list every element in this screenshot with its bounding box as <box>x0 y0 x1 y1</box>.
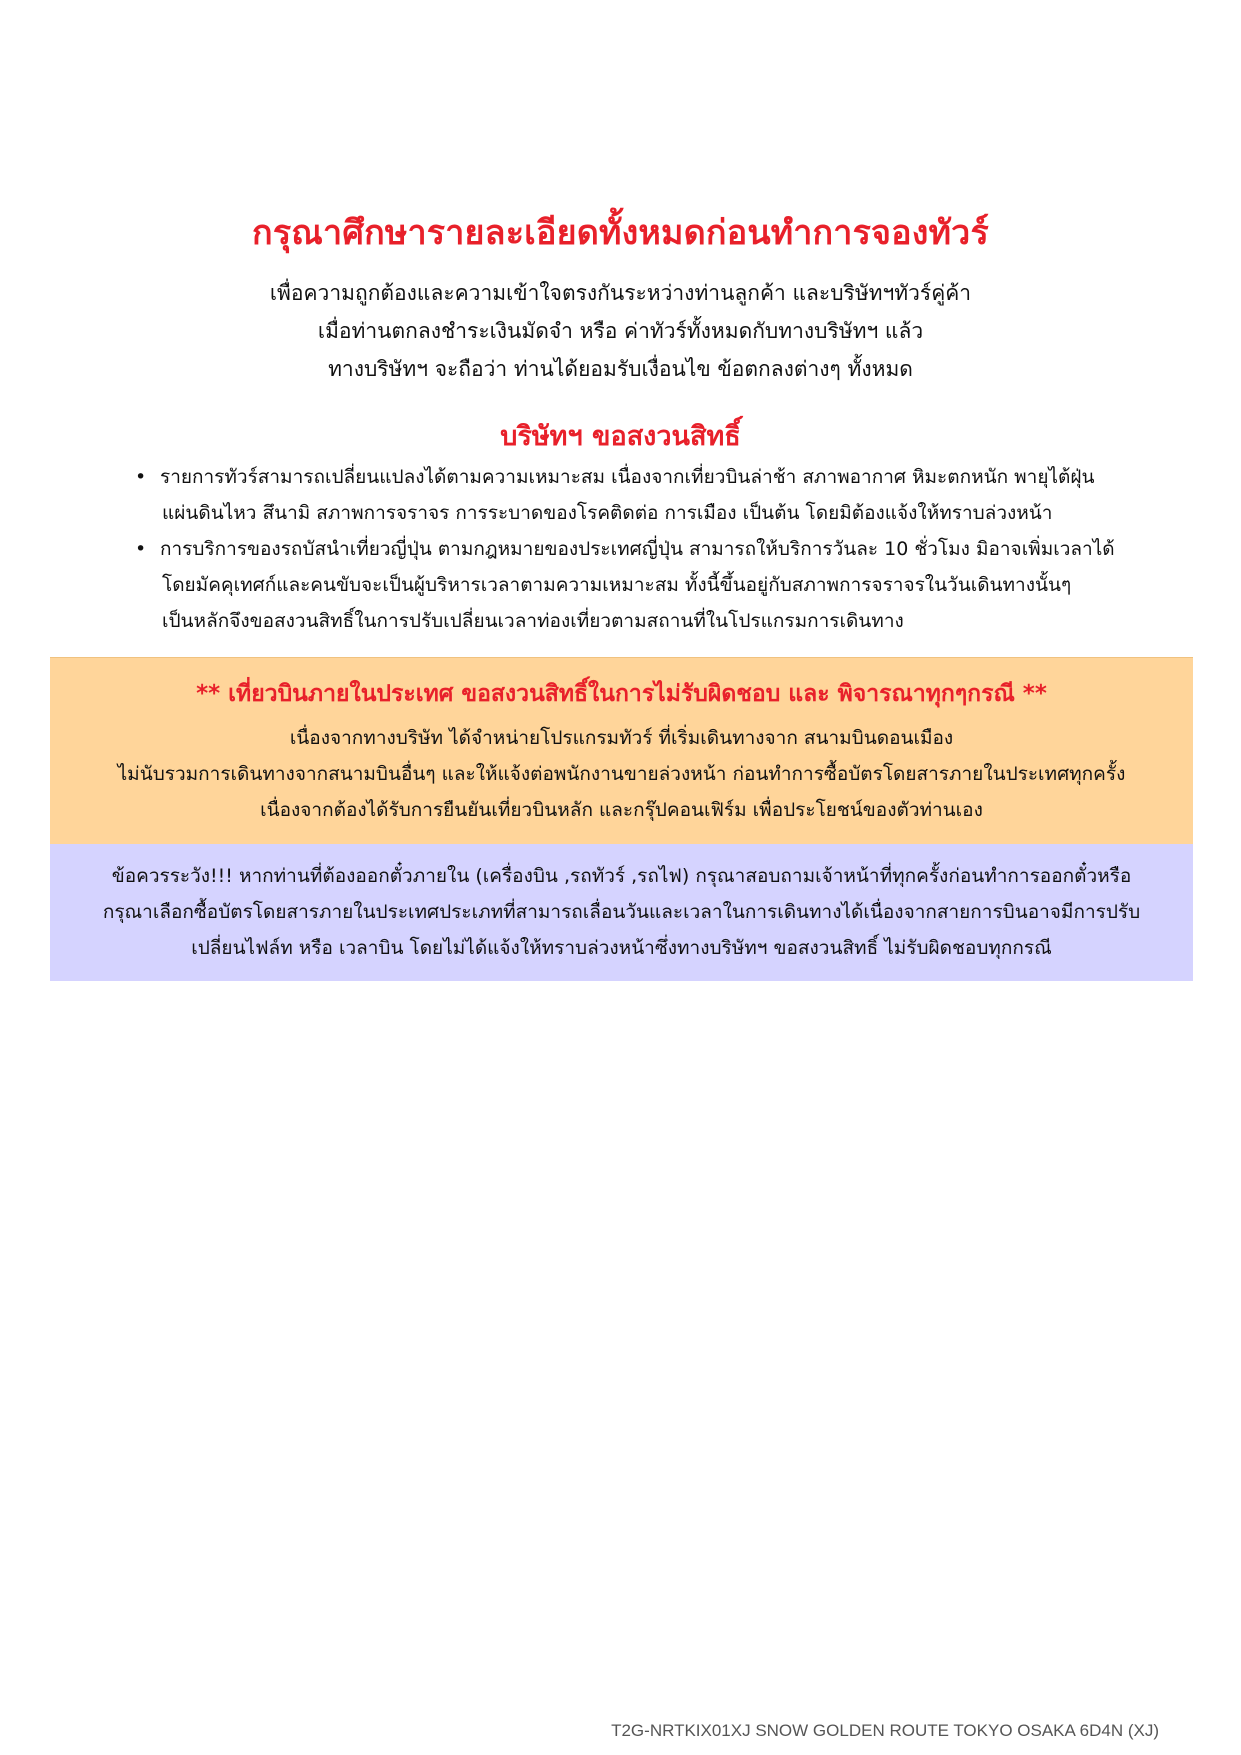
notice-line: เนื่องจากต้องได้รับการยืนยันเที่ยวบินหลัก และกรุ๊ปคอนเฟิร์ม เพื่อประโยชน์ของตัวท่านเอง <box>260 799 983 821</box>
intro-line: เพื่อความถูกต้องและความเข้าใจตรงกันระหว่างท่านลูกค้า และบริษัทฯทัวร์คู่ค้า <box>269 281 972 305</box>
list-item-text: โดยมัคคุเทศก์และคนขับจะเป็นผู้บริหารเวลาตามความเหมาะสม ทั้งนี้ขึ้นอยู่กับสภาพการจราจรในวันเดินทางนั้นๆ <box>162 574 1072 596</box>
domestic-notice-title: ** เที่ยวบินภายในประเทศ ขอสงวนสิทธิ์ในการไม่รับผิดชอบ และ พิจารณาทุกๆกรณี ** <box>196 681 1047 707</box>
list-item-text: เป็นหลักจึงขอสงวนสิทธิ์ในการปรับเปลี่ยนเวลาท่องเที่ยวตามสถานที่ในโปรแกรมการเดินทาง <box>162 610 904 632</box>
domestic-notice-body <box>50 720 1193 828</box>
list-item-text: การบริการของรถบัสนำเที่ยวญี่ปุ่น ตามกฎหมายของประเทศญี่ปุ่น สามารถให้บริการวันละ 10 ชั่วโมง มิอาจเพิ่มเวลาได้ <box>160 538 1115 560</box>
intro-paragraph <box>0 274 1241 388</box>
rights-title: บริษัทฯ ขอสงวนสิทธิ์ <box>500 421 741 452</box>
caution-notice-body <box>50 858 1193 966</box>
notice-line: ไม่นับรวมการเดินทางจากสนามบินอื่นๆ และให้แจ้งต่อพนักงานขายล่วงหน้า ก่อนทำการซื้อบัตรโดยสารภายในประเทศทุกครั้ง <box>117 763 1126 785</box>
bullet-icon: • <box>135 538 147 560</box>
rights-list <box>130 459 1170 639</box>
domestic-flight-notice <box>50 657 1193 844</box>
list-item <box>130 459 1170 531</box>
program-code-footer: T2G-NRTKIX01XJ SNOW GOLDEN ROUTE TOKYO OSAKA 6D4N (XJ) <box>611 1721 1159 1740</box>
page-title: กรุณาศึกษารายละเอียดทั้งหมดก่อนทำการจองทัวร์ <box>252 213 989 253</box>
notice-line: กรุณาเลือกซื้อบัตรโดยสารภายในประเทศประเภทที่สามารถเลื่อนวันและเวลาในการเดินทางได้เนื่องจากสายการบินอาจมีการปรับ <box>102 901 1141 923</box>
intro-line: เมื่อท่านตกลงชำระเงินมัดจำ หรือ ค่าทัวร์ทั้งหมดกับทางบริษัทฯ แล้ว <box>317 319 924 343</box>
bullet-icon: • <box>135 466 147 488</box>
notice-line: เปลี่ยนไฟล์ท หรือ เวลาบิน โดยไม่ได้แจ้งให้ทราบล่วงหน้าซึ่งทางบริษัทฯ ขอสงวนสิทธิ์ ไม่รับผิดชอบทุกกรณี <box>191 937 1052 959</box>
intro-line: ทางบริษัทฯ จะถือว่า ท่านได้ยอมรับเงื่อนไข ข้อตกลงต่างๆ ทั้งหมด <box>328 357 913 381</box>
list-item <box>130 531 1170 639</box>
notice-line: ข้อควรระวัง!!! หากท่านที่ต้องออกตั๋วภายใน (เครื่องบิน ,รถทัวร์ ,รถไฟ) กรุณาสอบถามเจ้าหน้าที่ทุกครั้งก่อนทำการออกตั๋วหรือ <box>111 865 1132 887</box>
list-item-text: แผ่นดินไหว สึนามิ สภาพการจราจร การระบาดของโรคติดต่อ การเมือง เป็นต้น โดยมิต้องแจ้งให้ทราบล่วงหน้า <box>162 502 1053 524</box>
notice-line: เนื่องจากทางบริษัท ได้จำหน่ายโปรแกรมทัวร์ ที่เริ่มเดินทางจาก สนามบินดอนเมือง <box>289 727 954 749</box>
list-item-text: รายการทัวร์สามารถเปลี่ยนแปลงได้ตามความเหมาะสม เนื่องจากเที่ยวบินล่าช้า สภาพอากาศ หิมะตกหนัก พายุไต้ฝุ่น <box>160 466 1095 488</box>
caution-notice <box>50 844 1193 981</box>
